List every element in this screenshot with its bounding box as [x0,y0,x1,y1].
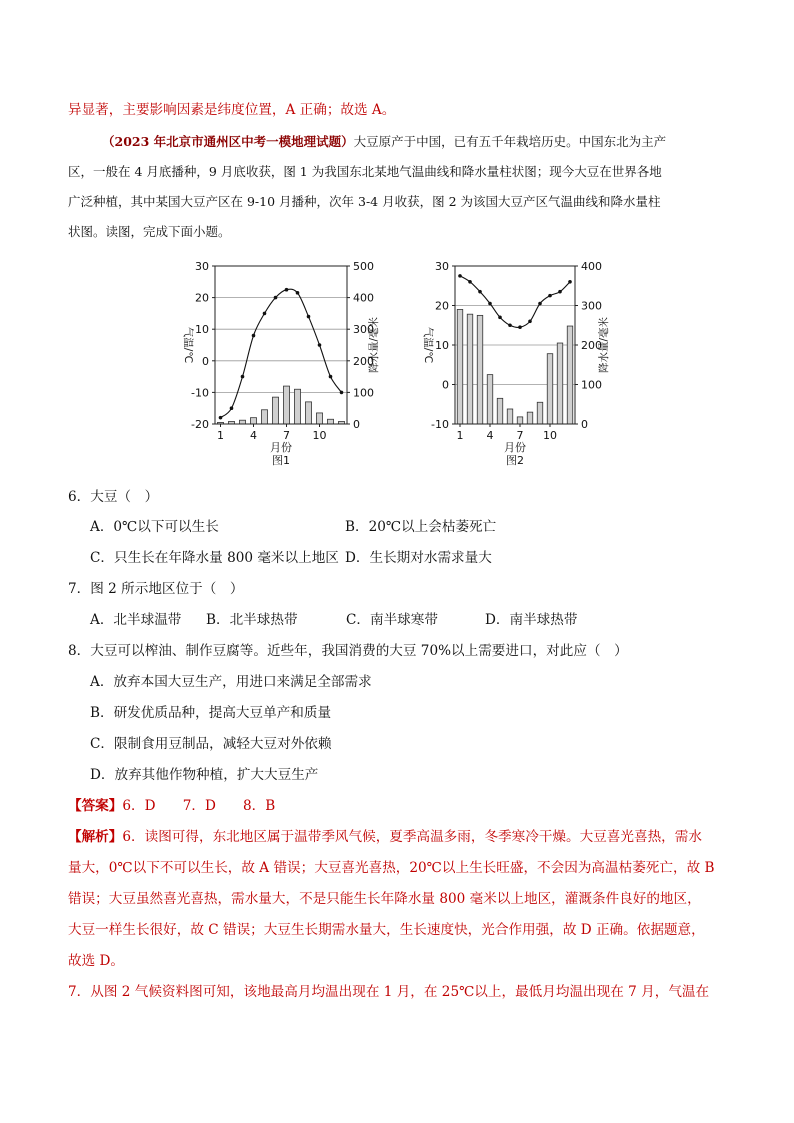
q7-option-c: C．南半球寒带 [346,612,438,628]
q7-option-d: D．南半球热带 [485,612,578,628]
left-tick-label: 10 [435,339,449,352]
precipitation-bar [507,409,513,424]
analysis-line-1 [68,827,702,847]
left-tick-label: -10 [431,418,449,431]
temperature-point [340,391,344,395]
temperature-point [508,323,512,327]
precipitation-bar [272,397,278,424]
q6-option-d: D．生长期对水需求量大 [345,550,492,566]
q8-option-b: B．研发优质品种，提高大豆单产和质量 [90,705,332,721]
precipitation-bar [457,309,463,424]
left-tick-label: 0 [442,378,449,392]
answer-text: 6．D 7．D 8．B [122,798,276,814]
right-tick-label: 400 [353,291,374,305]
right-tick-label: 100 [353,386,374,400]
answer-line [68,796,275,816]
right-tick-label: 200 [353,354,374,368]
precipitation-bar [283,386,289,424]
temperature-point [538,302,542,306]
analysis-label: 【解析】 [68,829,123,845]
continuation-line [68,100,395,120]
intro-line-3: 广泛种植，其中某国大豆产区在 9-10 月播种，次年 3-4 月收获，图 2 为该国大豆产区气温曲线和降水量柱 [68,194,661,209]
precipitation-bar [487,375,493,424]
intro-line-4: 状图。读图，完成下面小题。 [68,224,231,239]
analysis-text-1: 6．读图可得，东北地区属于温带季风气候，夏季高温多雨，冬季寒冷干燥。大豆喜光喜热，需水 [122,829,702,845]
temperature-point [568,280,572,284]
intro-line-1 [102,132,666,152]
climate-chart-figure-1 [175,252,385,467]
x-axis-title: 月份 [270,441,292,454]
intro-line-2: 区，一般在 4 月底播种，9 月底收获，图 1 为我国东北某地气温曲线和降水量柱状图；现今大豆在世界各地 [68,164,662,179]
precipitation-bar [327,419,333,424]
temperature-point [478,290,482,294]
q6-option-a: A．0℃以下可以生长 [90,519,219,535]
precipitation-bar [316,413,322,424]
temperature-point [498,316,502,320]
right-tick-label: 200 [581,339,602,352]
x-tick-label: 1 [456,429,464,442]
exam-source: （2023 年北京市通州区中考一模地理试题） [102,134,354,149]
right-axis-title: 降水量/毫米 [368,316,380,374]
right-tick-label: 300 [581,299,602,313]
left-tick-label: 0 [202,354,209,368]
x-axis-title: 月份 [504,441,526,454]
left-tick-label: 30 [195,260,209,273]
precipitation-bar [239,420,245,424]
question-7-stem: 7．图 2 所示地区位于（ ） [68,581,244,597]
q6-option-b: B．20℃以上会枯萎死亡 [345,519,497,535]
temperature-point [518,325,522,329]
temperature-point [468,280,472,284]
right-axis-title: 降水量/毫米 [598,316,610,374]
q8-option-a: A．放弃本国大豆生产，用进口来满足全部需求 [90,674,372,690]
q7-option-a: A．北半球温带 [90,612,182,628]
x-tick-label: 4 [250,429,257,442]
left-tick-label: -20 [191,418,209,431]
right-tick-label: 0 [581,418,588,431]
temperature-point [329,375,333,379]
q8-option-d: D．放弃其他作物种植，扩大大豆生产 [90,767,319,783]
x-tick-label: 10 [543,429,557,442]
precipitation-bar [517,417,523,424]
x-tick-label: 4 [486,429,494,442]
left-tick-label: 20 [435,299,449,313]
precipitation-bar [547,354,553,424]
temperature-point [318,343,322,347]
figure-title: 图2 [506,454,524,467]
q8-option-c: C．限制食用豆制品，减轻大豆对外依赖 [90,736,332,752]
x-tick-label: 7 [516,429,524,442]
left-tick-label: 30 [435,260,449,273]
temperature-point [252,334,256,338]
precipitation-bar [527,412,533,424]
figure-title: 图1 [272,454,290,467]
analysis-line-5: 故选 D。 [68,953,125,969]
right-tick-label: 500 [353,260,374,273]
precipitation-bar [305,402,311,424]
left-axis-title: 气温/℃ [182,326,194,364]
right-tick-label: 400 [581,260,602,273]
left-tick-label: 20 [195,291,209,305]
x-tick-label: 7 [283,429,290,442]
precipitation-bar [261,410,267,424]
precipitation-bar [497,398,503,424]
temperature-curve [221,289,342,418]
temperature-point [488,302,492,306]
temperature-point [274,296,278,300]
temperature-point [230,406,234,410]
temperature-point [285,288,289,292]
q7-option-b: B．北半球热带 [206,612,298,628]
intro-text-1: 大豆原产于中国，已有五千年栽培历史。中国东北为主产 [353,134,667,149]
analysis-line-2: 量大，0℃以下不可以生长，故 A 错误；大豆喜光喜热，20℃以上生长旺盛，不会因为高温枯萎死亡，故 B [68,860,715,876]
right-tick-label: 0 [353,418,360,431]
temperature-point [219,416,223,420]
x-tick-label: 10 [312,429,327,442]
temperature-curve [460,276,570,328]
right-tick-label: 100 [581,378,602,392]
q6-option-c: C．只生长在年降水量 800 毫米以上地区 [90,550,339,566]
climate-chart-figure-2 [415,252,615,467]
temperature-point [528,320,532,324]
analysis-line-4: 大豆一样生长很好，故 C 错误；大豆生长期需水量大，生长速度快，光合作用强，故 D 正确。依据题意， [68,922,705,938]
temperature-point [458,274,462,278]
temperature-point [548,294,552,298]
precipitation-bar [467,314,473,424]
left-tick-label: -10 [191,386,209,400]
precipitation-bar [537,402,543,424]
question-6-stem: 6．大豆（ ） [68,489,159,505]
x-tick-label: 1 [217,429,224,442]
temperature-point [263,312,267,316]
precipitation-bar [557,343,563,424]
question-8-stem: 8．大豆可以榨油、制作豆腐等。近些年，我国消费的大豆 70%以上需要进口，对此应（ ） [68,643,628,659]
precipitation-bar [477,315,483,424]
left-axis-title: 气温/℃ [422,326,434,364]
temperature-point [307,315,311,319]
previous-answer-text: 异显著，主要影响因素是纬度位置，A 正确；故选 A。 [68,102,396,118]
temperature-point [558,290,562,294]
left-tick-label: 10 [195,323,209,337]
analysis-line-3: 错误；大豆虽然喜光喜热，需水量大，不是只能生长年降水量 800 毫米以上地区，灌溉条件良好的地区， [68,891,701,907]
right-tick-label: 300 [353,323,374,337]
precipitation-bar [250,418,256,424]
temperature-point [296,291,300,295]
temperature-point [241,375,245,379]
precipitation-bar [294,389,300,424]
precipitation-bar [567,326,573,424]
answer-label: 【答案】 [68,798,123,814]
analysis-line-6: 7．从图 2 气候资料图可知，该地最高月均温出现在 1 月，在 25℃以上，最低月均温出现在 7 月，气温在 [68,984,710,1000]
